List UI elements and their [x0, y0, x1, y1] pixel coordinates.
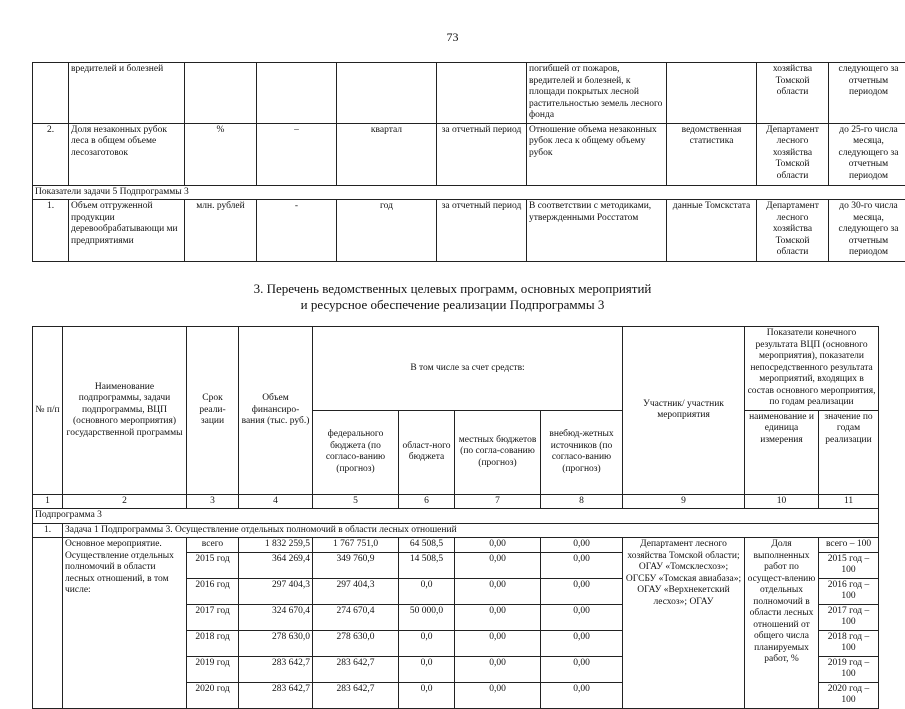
indicator-name: Доля незаконных рубок леса в общем объеме лесозаготовок	[69, 123, 185, 185]
unit: %	[185, 123, 257, 185]
participants: Департамент лесного хозяйства Томской области; ОГАУ «Томсклесхоз»; ОГСБУ «Томская авиабаза»; ОГАУ «Верхнекетский лесхоз»; ОГАУ	[623, 538, 745, 709]
extra-cell: 0,00	[541, 656, 623, 682]
row-number: 2.	[33, 123, 69, 185]
local-cell: 0,00	[455, 682, 541, 708]
task-header: Показатели задачи 5 Подпрограммы 3	[33, 185, 905, 200]
subprogram-header: Подпрограмма 3	[33, 509, 879, 524]
regional-cell: 0,0	[399, 656, 455, 682]
indicator-value: всего – 100	[819, 538, 879, 553]
table-row	[33, 63, 905, 124]
time-char: за отчетный период	[437, 123, 527, 185]
col-header-name: Наименование подпрограммы, задачи подпрограммы, ВЦП (основного мероприятия) государственной программы	[63, 327, 187, 495]
indicator-value: 2020 год – 100	[819, 682, 879, 708]
calc-method: В соответствии с методиками, утвержденными Росстатом	[527, 200, 667, 262]
col-header-ind-name: наименование и единица измерения	[745, 410, 819, 494]
total-cell: 278 630,0	[239, 630, 313, 656]
responsible: Департамент лесного хозяйства Томской области	[757, 200, 829, 262]
regional-cell: 0,0	[399, 682, 455, 708]
responsible: хозяйства Томской области	[757, 63, 829, 124]
extra-cell: 0,00	[541, 604, 623, 630]
col-number: 7	[455, 494, 541, 509]
federal-cell: 283 642,7	[313, 682, 399, 708]
deadline: до 25-го числа месяца, следующего за отчетным периодом	[829, 123, 905, 185]
federal-cell: 278 630,0	[313, 630, 399, 656]
col-header-term: Срок реали-зации	[187, 327, 239, 495]
periodicity: год	[337, 200, 437, 262]
col-number: 3	[187, 494, 239, 509]
regional-cell: 64 508,5	[399, 538, 455, 553]
indicator-name: Доля выполненных работ по осущест-влению отдельных полномочий в области лесных отношений от общего числа планируемых работ, %	[745, 538, 819, 709]
year-cell: 2016 год	[187, 578, 239, 604]
total-cell: 324 670,4	[239, 604, 313, 630]
dash: –	[257, 123, 337, 185]
federal-cell: 1 767 751,0	[313, 538, 399, 553]
table-row	[33, 200, 905, 262]
col-header-regional: област-ного бюджета	[399, 410, 455, 494]
col-number: 8	[541, 494, 623, 509]
col-number: 2	[63, 494, 187, 509]
col-header-ind-value: значение по годам реализации	[819, 410, 879, 494]
task-number: 1.	[33, 523, 63, 538]
total-cell: 297 404,3	[239, 578, 313, 604]
indicator-value: 2019 год – 100	[819, 656, 879, 682]
table-row	[33, 538, 879, 553]
col-number: 10	[745, 494, 819, 509]
total-cell: 364 269,4	[239, 552, 313, 578]
col-header-volume: Объем финансиро-вания (тыс. руб.)	[239, 327, 313, 495]
section-title	[0, 281, 905, 313]
table-row	[33, 509, 879, 524]
col-number: 9	[623, 494, 745, 509]
indicator-value: 2018 год – 100	[819, 630, 879, 656]
regional-cell: 0,0	[399, 578, 455, 604]
calc-method: погибшей от пожаров, вредителей и болезней, к площади покрытых лесной растительностью земель лесного фонда	[527, 63, 667, 124]
table-row	[33, 185, 905, 200]
empty-num-cell	[33, 538, 63, 709]
total-cell: 283 642,7	[239, 656, 313, 682]
col-header-num: № п/п	[33, 327, 63, 495]
col-header-participant: Участник/ участник мероприятия	[623, 327, 745, 495]
regional-cell: 0,0	[399, 630, 455, 656]
local-cell: 0,00	[455, 538, 541, 553]
resources-table	[32, 326, 879, 709]
table-row	[33, 123, 905, 185]
col-number: 5	[313, 494, 399, 509]
periodicity: квартал	[337, 123, 437, 185]
page-number: 73	[0, 30, 905, 45]
col-header-federal: федерального бюджета (по согласо-ванию (прогноз)	[313, 410, 399, 494]
time-char: за отчетный период	[437, 200, 527, 262]
total-cell: 1 832 259,5	[239, 538, 313, 553]
header-row	[33, 327, 879, 411]
local-cell: 0,00	[455, 630, 541, 656]
col-number: 6	[399, 494, 455, 509]
row-number: 1.	[33, 200, 69, 262]
deadline: следующего за отчетным периодом	[829, 63, 905, 124]
year-cell: 2020 год	[187, 682, 239, 708]
col-number: 1	[33, 494, 63, 509]
indicators-table	[32, 62, 905, 262]
indicator-name: Объем отгруженной продукции деревообрабатывающи ми предприятиями	[69, 200, 185, 262]
data-source: ведомственная статистика	[667, 123, 757, 185]
federal-cell: 274 670,4	[313, 604, 399, 630]
local-cell: 0,00	[455, 552, 541, 578]
indicator-value: 2016 год – 100	[819, 578, 879, 604]
year-cell: 2018 год	[187, 630, 239, 656]
section-title-line-2: и ресурсное обеспечение реализации Подпрограммы 3	[0, 297, 905, 313]
calc-method: Отношение объема незаконных рубок леса к общему объему рубок	[527, 123, 667, 185]
data-source: данные Томскстата	[667, 200, 757, 262]
dash: -	[257, 200, 337, 262]
deadline: до 30-го числа месяца, следующего за отчетным периодом	[829, 200, 905, 262]
indicator-value: 2017 год – 100	[819, 604, 879, 630]
task-header: Задача 1 Подпрограммы 3. Осуществление отдельных полномочий в области лесных отношений	[63, 523, 879, 538]
extra-cell: 0,00	[541, 578, 623, 604]
col-header-extra: внебюд-жетных источников (по согласо-ванию (прогноз)	[541, 410, 623, 494]
extra-cell: 0,00	[541, 630, 623, 656]
activity-rows	[33, 538, 879, 709]
year-cell: 2017 год	[187, 604, 239, 630]
col-header-including: В том числе за счет средств:	[313, 327, 623, 411]
unit: млн. рублей	[185, 200, 257, 262]
column-numbers-row	[33, 494, 879, 509]
col-header-indicators: Показатели конечного результата ВЦП (основного мероприятия), показатели непосредственного результата мероприятий, входящих в состав основного мероприятия, по годам реализации	[745, 327, 879, 411]
activity-name: Основное мероприятие. Осуществление отдельных полномочий в области лесных отношений, в том числе:	[63, 538, 187, 709]
extra-cell: 0,00	[541, 538, 623, 553]
section-title-line-1: 3. Перечень ведомственных целевых программ, основных мероприятий	[0, 281, 905, 297]
indicator-name: вредителей и болезней	[69, 63, 185, 124]
col-header-local: местных бюджетов (по согла-сованию (прогноз)	[455, 410, 541, 494]
responsible: Департамент лесного хозяйства Томской области	[757, 123, 829, 185]
year-cell: всего	[187, 538, 239, 553]
extra-cell: 0,00	[541, 552, 623, 578]
year-cell: 2019 год	[187, 656, 239, 682]
local-cell: 0,00	[455, 656, 541, 682]
federal-cell: 297 404,3	[313, 578, 399, 604]
extra-cell: 0,00	[541, 682, 623, 708]
col-number: 4	[239, 494, 313, 509]
col-number: 11	[819, 494, 879, 509]
year-cell: 2015 год	[187, 552, 239, 578]
table-row	[33, 523, 879, 538]
local-cell: 0,00	[455, 604, 541, 630]
regional-cell: 50 000,0	[399, 604, 455, 630]
total-cell: 283 642,7	[239, 682, 313, 708]
federal-cell: 283 642,7	[313, 656, 399, 682]
local-cell: 0,00	[455, 578, 541, 604]
federal-cell: 349 760,9	[313, 552, 399, 578]
regional-cell: 14 508,5	[399, 552, 455, 578]
indicator-value: 2015 год – 100	[819, 552, 879, 578]
